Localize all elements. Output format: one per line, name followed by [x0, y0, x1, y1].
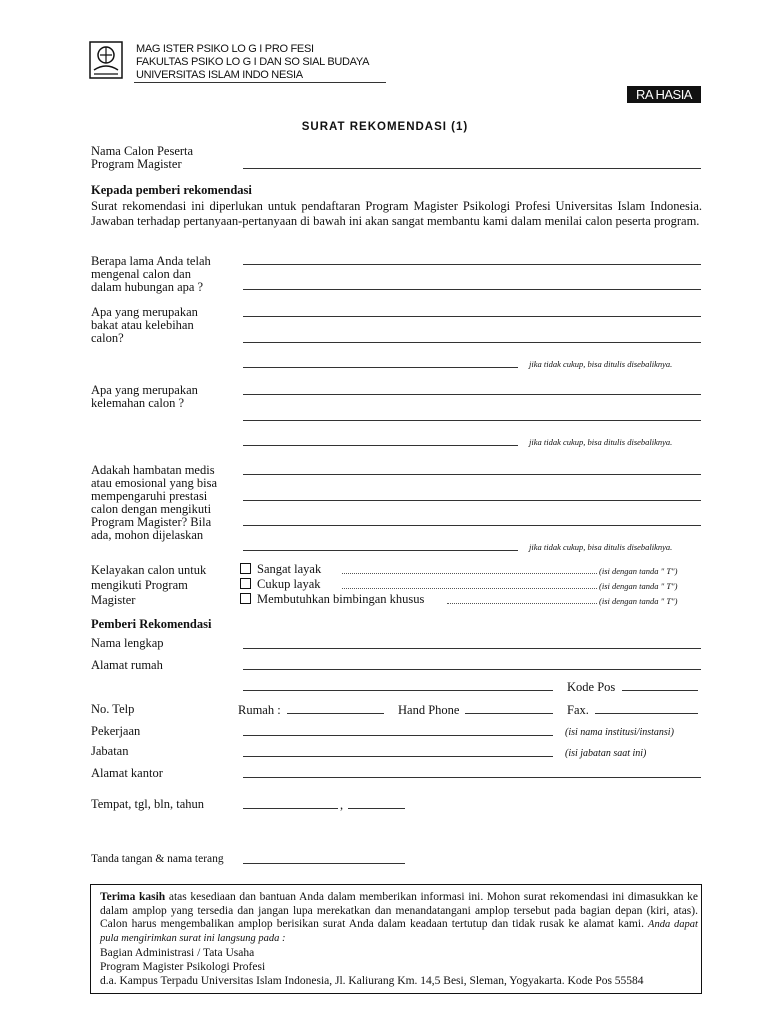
- dotted-leader: [342, 588, 597, 589]
- handphone-field[interactable]: [465, 713, 553, 714]
- q4-line-3: mempengaruhi prestasi: [91, 489, 208, 503]
- occupation-field[interactable]: [243, 735, 553, 736]
- header-rule: [134, 82, 386, 83]
- position-note: (isi jabatan saat ini): [565, 748, 647, 759]
- q3-answer-line[interactable]: [243, 445, 518, 446]
- q2-answer-line[interactable]: [243, 342, 701, 343]
- full-name-label: Nama lengkap: [91, 636, 164, 650]
- option-label: Membutuhkan bimbingan khusus: [257, 592, 425, 606]
- q2-line-3: calon?: [91, 331, 124, 345]
- candidate-label-1: Nama Calon Peserta: [91, 144, 194, 158]
- address-line-3: d.a. Kampus Terpadu Universitas Islam Indonesia, Jl. Kaliurang Km. 14,5 Besi, Sleman, Yogyakarta. Kode Pos 55584: [100, 975, 644, 987]
- place-field[interactable]: [243, 808, 338, 809]
- postal-code-label: Kode Pos: [567, 680, 616, 694]
- fax-field[interactable]: [595, 713, 698, 714]
- dotted-leader: [342, 573, 597, 574]
- address-line-2: Program Magister Psikologi Profesi: [100, 961, 266, 973]
- q4-line-2: atau emosional yang bisa: [91, 476, 218, 490]
- q1-line-2: mengenal calon dan: [91, 267, 191, 281]
- option-label: Sangat layak: [257, 562, 322, 576]
- q3-answer-line[interactable]: [243, 420, 701, 421]
- home-phone-field[interactable]: [287, 713, 384, 714]
- q4-answer-line[interactable]: [243, 474, 701, 475]
- postal-code-field[interactable]: [622, 690, 698, 691]
- position-label: Jabatan: [91, 744, 129, 758]
- phone-label: No. Telp: [91, 702, 135, 716]
- feasibility-label-1: Kelayakan calon untuk: [91, 563, 207, 577]
- intro-heading: Kepada pemberi rekomendasi: [91, 183, 252, 197]
- option-label: Cukup layak: [257, 577, 321, 591]
- q4-overflow-note: jika tidak cukup, bisa ditulis disebaliknya.: [529, 542, 673, 552]
- q2-answer-line[interactable]: [243, 316, 701, 317]
- checkbox-icon[interactable]: [240, 578, 251, 589]
- position-field[interactable]: [243, 756, 553, 757]
- home-phone-label: Rumah :: [238, 703, 281, 717]
- q2-line-2: bakat atau kelebihan: [91, 318, 194, 332]
- address-line-1: Bagian Administrasi / Tata Usaha: [100, 947, 255, 959]
- header-line-2: FAKULTAS PSIKO LO G I DAN SO SIAL BUDAYA: [136, 56, 370, 68]
- fax-label: Fax.: [567, 703, 589, 717]
- option-needs-guidance[interactable]: [240, 593, 424, 606]
- option-note: (isi dengan tanda " T"): [599, 566, 678, 576]
- q3-line-2: kelemahan calon ?: [91, 396, 185, 410]
- q1-line-1: Berapa lama Anda telah: [91, 254, 211, 268]
- home-address-label: Alamat rumah: [91, 658, 163, 672]
- thanks-paragraph: [100, 891, 698, 945]
- home-address-field[interactable]: [243, 669, 701, 670]
- q4-line-1: Adakah hambatan medis: [91, 463, 215, 477]
- office-address-label: Alamat kantor: [91, 766, 163, 780]
- checkbox-icon[interactable]: [240, 563, 251, 574]
- candidate-name-field[interactable]: [243, 168, 701, 169]
- signature-field[interactable]: [243, 863, 405, 864]
- option-very-suitable[interactable]: [240, 563, 321, 576]
- q3-line-1: Apa yang merupakan: [91, 383, 198, 397]
- q2-overflow-note: jika tidak cukup, bisa ditulis disebaliknya.: [529, 359, 673, 369]
- thanks-text: atas kesediaan dan bantuan Anda dalam memberikan informasi ini. Mohon surat rekomendasi ini dimasukkan ke dalam amplop yang tersedia dan jangan lupa merekatkan dan menandatangani amplop tersebut pada bagian depan (kiri, atas). Calon harus mengembalikan amplop berisikan surat Anda dalam keadaan tertutup dan tidak rusak ke alamat kami.: [100, 891, 699, 930]
- intro-text: Surat rekomendasi ini diperlukan untuk pendaftaran Program Magister Psikologi Profesi Universitas Islam Indonesia. Jawaban terhadap pertanyaan-pertanyaan di bawah ini akan sangat membantu kami dalam menilai calon peserta program.: [91, 199, 702, 228]
- q4-answer-line[interactable]: [243, 525, 701, 526]
- option-note: (isi dengan tanda " T"): [599, 581, 678, 591]
- q3-overflow-note: jika tidak cukup, bisa ditulis disebaliknya.: [529, 437, 673, 447]
- checkbox-icon[interactable]: [240, 593, 251, 604]
- q4-line-6: ada, mohon dijelaskan: [91, 528, 204, 542]
- header-line-3: UNIVERSITAS ISLAM INDO NESIA: [136, 69, 303, 81]
- signature-label: Tanda tangan & nama terang: [91, 853, 224, 865]
- home-address-field[interactable]: [243, 690, 553, 691]
- dotted-leader: [447, 603, 597, 604]
- q4-answer-line[interactable]: [243, 500, 701, 501]
- date-field[interactable]: [348, 808, 405, 809]
- q3-answer-line[interactable]: [243, 394, 701, 395]
- thanks-italic: Anda dapat pula mengirimkan surat ini langsung pada :: [100, 919, 698, 944]
- q2-answer-line[interactable]: [243, 367, 518, 368]
- q1-answer-line[interactable]: [243, 264, 701, 265]
- q4-line-4: calon dengan mengikuti: [91, 502, 212, 516]
- candidate-label-2: Program Magister: [91, 157, 182, 171]
- comma-separator: ,: [340, 798, 344, 812]
- q4-answer-line[interactable]: [243, 550, 518, 551]
- q1-answer-line[interactable]: [243, 289, 701, 290]
- university-logo-icon: [88, 40, 124, 80]
- header-line-1: MAG ISTER PSIKO LO G I PRO FESI: [136, 43, 314, 55]
- feasibility-label-2: mengikuti Program: [91, 578, 188, 592]
- q4-line-5: Program Magister? Bila: [91, 515, 212, 529]
- occupation-note: (isi nama institusi/instansi): [565, 727, 674, 738]
- handphone-label: Hand Phone: [398, 703, 460, 717]
- occupation-label: Pekerjaan: [91, 724, 141, 738]
- thanks-bold: Terima kasih: [100, 891, 166, 903]
- recommender-heading: Pemberi Rekomendasi: [91, 617, 212, 631]
- q1-line-3: dalam hubungan apa ?: [91, 280, 204, 294]
- q2-line-1: Apa yang merupakan: [91, 305, 198, 319]
- office-address-field[interactable]: [243, 777, 701, 778]
- option-suitable[interactable]: [240, 578, 321, 591]
- page-title: SURAT REKOMENDASI (1): [301, 121, 469, 133]
- full-name-field[interactable]: [243, 648, 701, 649]
- place-date-label: Tempat, tgl, bln, tahun: [91, 797, 204, 811]
- feasibility-label-3: Magister: [91, 593, 136, 607]
- option-note: (isi dengan tanda " T"): [599, 596, 678, 606]
- confidential-stamp: RA HASIA: [627, 86, 701, 103]
